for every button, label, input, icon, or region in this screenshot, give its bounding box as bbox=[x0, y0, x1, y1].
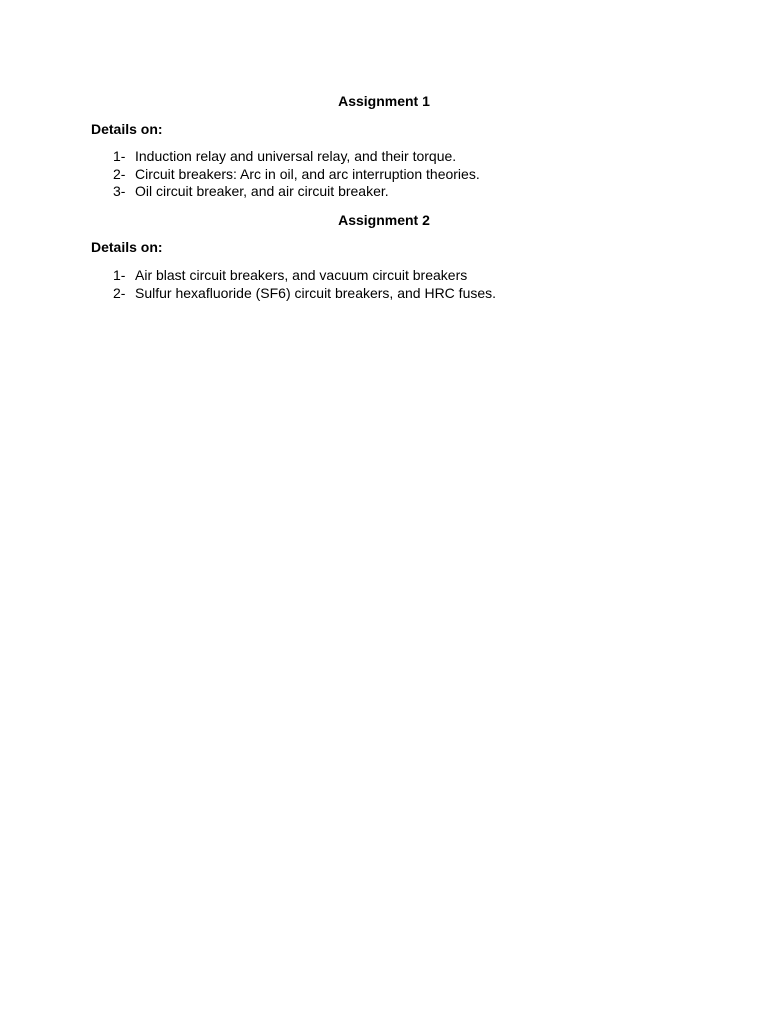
list-item-number: 1- bbox=[113, 148, 126, 164]
list-item-number: 2- bbox=[113, 165, 126, 182]
assignment-1-list bbox=[113, 148, 480, 201]
assignment-2-title: Assignment 2 bbox=[338, 212, 430, 228]
assignment-1-title: Assignment 1 bbox=[338, 93, 430, 109]
list-item-number: 1- bbox=[113, 267, 126, 283]
list-item bbox=[113, 148, 480, 166]
list-item-text: Sulfur hexafluoride (SF6) circuit breakers, and HRC fuses. bbox=[135, 284, 497, 301]
list-item-text: Induction relay and universal relay, and their torque. bbox=[135, 148, 457, 164]
list-item-text: Circuit breakers: Arc in oil, and arc interruption theories. bbox=[135, 165, 480, 182]
list-item-number: 2- bbox=[113, 284, 126, 301]
list-item-text: Oil circuit breaker, and air circuit breaker. bbox=[135, 183, 389, 199]
list-item-text: Air blast circuit breakers, and vacuum circuit breakers bbox=[135, 267, 468, 283]
list-item bbox=[113, 267, 496, 285]
list-item bbox=[113, 183, 480, 201]
list-item bbox=[113, 285, 496, 303]
assignment-2-details-label: Details on: bbox=[91, 239, 163, 255]
list-item-number: 3- bbox=[113, 183, 126, 199]
list-item bbox=[113, 166, 480, 184]
assignment-2-list bbox=[113, 267, 496, 302]
assignment-1-details-label: Details on: bbox=[91, 121, 163, 137]
